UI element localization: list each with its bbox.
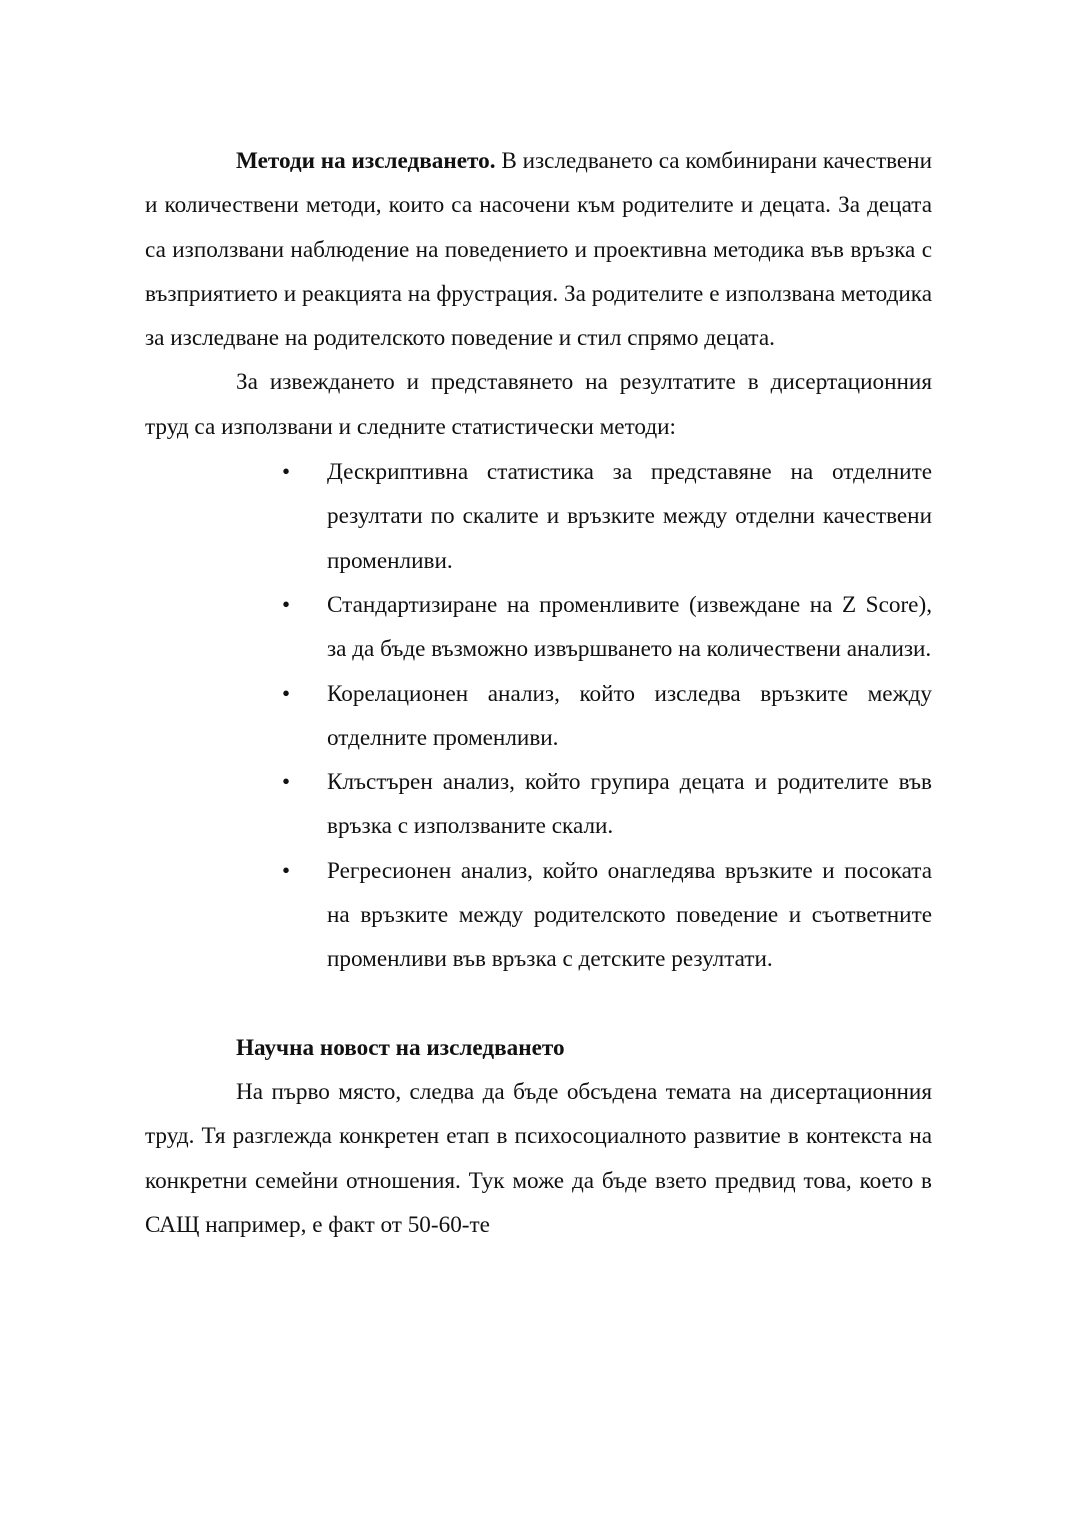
list-item-standardization: • Стандартизиране на променливите (извеждане на Z Score), за да бъде възможно извършването на количествени анализи. (327, 583, 932, 672)
section-spacer (145, 982, 932, 1026)
stat-methods-list (145, 450, 932, 982)
novelty-paragraph: На първо място, следва да бъде обсъдена темата на дисертационния труд. Тя разглежда конкретен етап в психосоциалното развитие в контекста на конкретни семейни отношения. Тук може да бъде взето предвид това, което в САЩ например, е факт от 50-60-те (145, 1078, 932, 1238)
stats-intro-paragraph: За извеждането и представянето на резултатите в дисертационния труд са използвани и следните статистически методи: (145, 369, 932, 440)
list-item-regression: • Регресионен анализ, който онагледява връзките и посоката на връзките между родителското поведение и съответните променливи във връзка с детските резултати. (327, 849, 932, 982)
page-content (145, 139, 932, 1247)
methods-intro-text: В изследването са комбинирани качествени и количествени методи, които са насочени към родителите и децата. За децата са използвани наблюдение на поведението и проективна методика във връзка с възприятието и реакцията на фрустрация. За родителите е използвана методика за изследване на родителското поведение и стил спрямо децата. (145, 148, 932, 352)
list-item-cluster: • Клъстърен анализ, който групира децата и родителите във връзка с използваните скали. (327, 760, 932, 849)
methods-heading: Методи на изследването. (236, 148, 496, 174)
list-item-descriptive: • Дескриптивна статистика за представяне на отделните резултати по скалите и връзките между отделни качествени променливи. (327, 450, 932, 583)
methods-paragraph (145, 139, 932, 360)
list-item-correlation: • Корелационен анализ, който изследва връзките между отделните променливи. (327, 672, 932, 761)
novelty-heading: Научна новост на изследването (236, 1034, 565, 1061)
